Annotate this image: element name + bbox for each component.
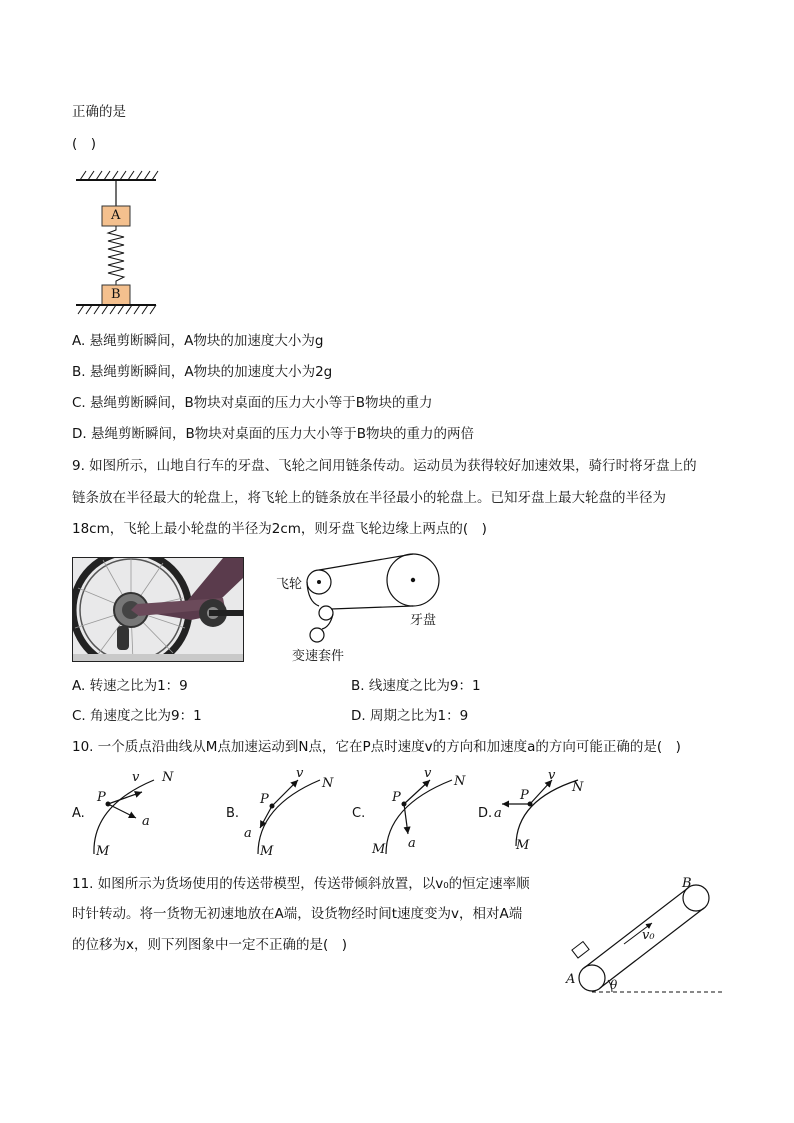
q9-stem-line2: 链条放在半径最大的轮盘上，将飞轮上的链条放在半径最小的轮盘上。已知牙盘上最大轮盘的半径为: [72, 490, 666, 506]
q10-a-n: N: [162, 770, 174, 785]
belt-speed-label: v₀: [642, 928, 655, 943]
conveyor-belt-figure: [562, 872, 726, 998]
q8-option-a: A. 悬绳剪断瞬间，A物块的加速度大小为g: [72, 333, 324, 349]
flywheel-label: 飞轮: [276, 577, 303, 592]
q9-option-a: A. 转速之比为1：9: [72, 678, 188, 694]
q8-answer-paren: ( ): [72, 136, 97, 152]
q10-b-v: v: [296, 766, 304, 781]
q9-stem-line1: 9. 如图所示，山地自行车的牙盘、飞轮之间用链条传动。运动员为获得较好加速效果，骑行时将牙盘上的: [72, 458, 697, 474]
q10-d-v: v: [548, 768, 556, 783]
q10-b-n: N: [322, 776, 334, 791]
q10-a-a: a: [142, 814, 150, 829]
q10-option-c-figure: [352, 766, 472, 860]
q10-option-d-figure: [478, 766, 598, 860]
q10-option-b-figure: [226, 766, 346, 860]
q10-c-n: N: [454, 774, 466, 789]
q10-b-a: a: [244, 826, 252, 841]
q11-stem-line3: 的位移为x，则下列图象中一定不正确的是( ): [72, 937, 348, 953]
q10-a-m: M: [96, 844, 110, 859]
q10-b-letter: B.: [226, 806, 240, 821]
q10-a-letter: A.: [72, 806, 85, 821]
q11-stem-line2: 时针转动。将一货物无初速地放在A端，设货物经时间t速度变为v，相对A端: [72, 906, 523, 922]
q10-d-n: N: [572, 780, 584, 795]
q8-option-d: D. 悬绳剪断瞬间，B物块对桌面的压力大小等于B物块的重力的两倍: [72, 426, 475, 442]
q10-c-p: P: [392, 790, 401, 805]
q10-d-a: a: [494, 806, 502, 821]
q10-b-p: P: [260, 792, 269, 807]
q10-c-m: M: [372, 842, 386, 857]
q10-d-p: P: [520, 788, 529, 803]
incline-angle-label: θ: [610, 978, 618, 992]
q8-spring-figure: [72, 168, 162, 316]
q10-a-p: P: [97, 790, 106, 805]
q10-d-m: M: [516, 838, 530, 853]
q9-stem-line3: 18cm，飞轮上最小轮盘的半径为2cm，则牙盘飞轮边缘上两点的( ): [72, 521, 487, 537]
q10-c-v: v: [424, 766, 432, 781]
q9-option-d: D. 周期之比为1：9: [351, 708, 469, 724]
q9-option-b: B. 线速度之比为9：1: [351, 678, 481, 694]
q10-c-a: a: [408, 836, 416, 851]
chainring-label: 牙盘: [410, 613, 437, 628]
conveyor-end-a-label: A: [566, 972, 576, 987]
q10-stem: 10. 一个质点沿曲线从M点加速运动到N点，它在P点时速度v的方向和加速度a的方向可能正确的是( ): [72, 739, 681, 755]
q10-c-letter: C.: [352, 806, 366, 821]
block-a-label: A: [111, 208, 121, 223]
chain-drive-diagram: [276, 547, 450, 667]
q10-option-a-figure: [72, 766, 192, 860]
q8-option-c: C. 悬绳剪断瞬间，B物块对桌面的压力大小等于B物块的重力: [72, 395, 433, 411]
block-b-label: B: [111, 287, 121, 302]
q10-d-letter: D.: [478, 806, 493, 821]
derailleur-label: 变速套件: [292, 649, 345, 664]
conveyor-end-b-label: B: [682, 876, 692, 891]
q10-b-m: M: [260, 844, 274, 859]
q9-option-c: C. 角速度之比为9：1: [72, 708, 202, 724]
q10-a-v: v: [132, 770, 140, 785]
q11-stem-line1: 11. 如图所示为货场使用的传送带模型，传送带倾斜放置，以v₀的恒定速率顺: [72, 876, 530, 892]
bicycle-photo: [72, 557, 244, 662]
q8-stem-tail: 正确的是: [72, 104, 126, 120]
q8-option-b: B. 悬绳剪断瞬间，A物块的加速度大小为2g: [72, 364, 333, 380]
